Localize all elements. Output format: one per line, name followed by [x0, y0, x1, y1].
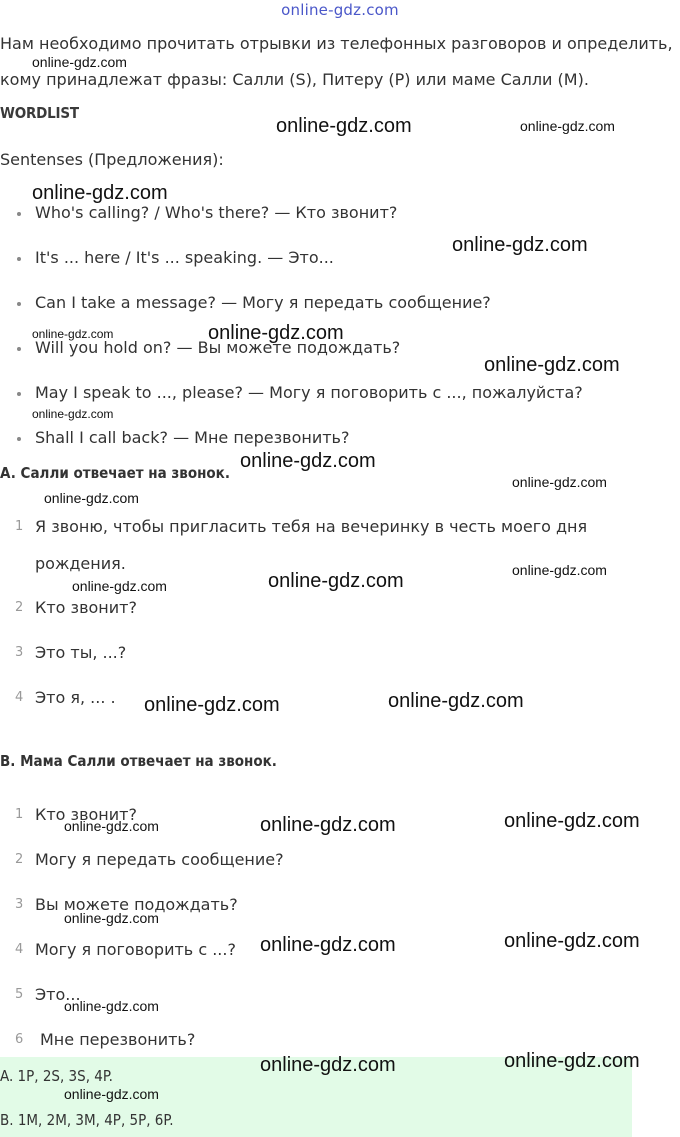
list-number: 1 — [15, 807, 24, 822]
watermark: online-gdz.com — [504, 1050, 640, 1072]
list-number: 6 — [15, 1032, 24, 1047]
answer-a: A. 1P, 2S, 3S, 4P. — [0, 1067, 113, 1085]
watermark: online-gdz.com — [72, 578, 167, 594]
bullet-icon — [17, 302, 21, 306]
list-number: 2 — [15, 600, 24, 615]
intro-line-1: Нам необходимо прочитать отрывки из телефонных разговоров и определить, — [0, 34, 673, 53]
list-item: Это... — [35, 985, 81, 1004]
list-item: Это ты, ...? — [35, 643, 127, 662]
sentences-label: Sentenses (Предложения): — [0, 150, 224, 169]
section-b-heading: B. Мама Салли отвечает на звонок. — [0, 752, 277, 770]
list-number: 2 — [15, 852, 24, 867]
wordlist-item: Who's calling? / Who's there? — Кто звонит? — [35, 203, 398, 222]
bullet-icon — [17, 392, 21, 396]
list-item: Могу я передать сообщение? — [35, 850, 284, 869]
watermark: online-gdz.com — [44, 490, 139, 506]
list-item: Вы можете подождать? — [35, 895, 238, 914]
watermark: online-gdz.com — [32, 327, 114, 341]
bullet-icon — [17, 257, 21, 261]
intro-line-2: кому принадлежат фразы: Салли (S), Питеру (P) или маме Салли (M). — [0, 70, 589, 89]
watermark: online-gdz.com — [64, 1086, 159, 1102]
list-item: Это я, ... . — [35, 688, 116, 707]
watermark: online-gdz.com — [512, 474, 607, 490]
list-item: Кто звонит? — [35, 805, 137, 824]
watermark: online-gdz.com — [504, 810, 640, 832]
watermark: online-gdz.com — [64, 910, 159, 926]
watermark: online-gdz.com — [64, 998, 159, 1014]
bullet-icon — [17, 437, 21, 441]
site-title[interactable]: online-gdz.com — [281, 1, 399, 19]
list-number: 3 — [15, 645, 24, 660]
list-item: Я звоню, чтобы пригласить тебя на вечеринку в честь моего дня — [35, 517, 588, 536]
list-item: Кто звонит? — [35, 598, 137, 617]
watermark: online-gdz.com — [504, 930, 640, 952]
bullet-icon — [17, 347, 21, 351]
section-a-heading: A. Салли отвечает на звонок. — [0, 464, 230, 482]
wordlist-heading: WORDLIST — [0, 104, 79, 122]
watermark: online-gdz.com — [520, 118, 615, 134]
list-number: 3 — [15, 897, 24, 912]
watermark: online-gdz.com — [452, 234, 588, 256]
wordlist-item: Will you hold on? — Вы можете подождать? — [35, 338, 401, 357]
watermark: online-gdz.com — [240, 450, 376, 472]
wordlist-item: Shall I call back? — Мне перезвонить? — [35, 428, 350, 447]
list-number: 1 — [15, 519, 24, 534]
watermark: online-gdz.com — [260, 1054, 396, 1076]
list-number: 4 — [15, 942, 24, 957]
bullet-icon — [17, 212, 21, 216]
watermark: online-gdz.com — [512, 562, 607, 578]
watermark: online-gdz.com — [64, 818, 159, 834]
watermark: online-gdz.com — [144, 694, 280, 716]
wordlist-item: May I speak to ..., please? — Могу я поговорить с ..., пожалуйста? — [35, 383, 583, 402]
watermark: online-gdz.com — [32, 182, 168, 204]
watermark: online-gdz.com — [260, 814, 396, 836]
watermark: online-gdz.com — [32, 54, 127, 70]
watermark: online-gdz.com — [484, 354, 620, 376]
list-item-continuation: рождения. — [35, 554, 126, 573]
watermark: online-gdz.com — [260, 934, 396, 956]
list-number: 4 — [15, 690, 24, 705]
watermark: online-gdz.com — [268, 570, 404, 592]
wordlist-item: It's ... here / It's ... speaking. — Это... — [35, 248, 334, 267]
list-number: 5 — [15, 987, 24, 1002]
wordlist-item: Can I take a message? — Могу я передать сообщение? — [35, 293, 491, 312]
watermark: online-gdz.com — [32, 407, 114, 421]
answer-b: B. 1M, 2M, 3M, 4P, 5P, 6P. — [0, 1111, 174, 1129]
list-item: Могу я поговорить с ...? — [35, 940, 236, 959]
watermark: online-gdz.com — [208, 322, 344, 344]
watermark: online-gdz.com — [388, 690, 524, 712]
list-item: Мне перезвонить? — [40, 1030, 196, 1049]
watermark: online-gdz.com — [276, 115, 412, 137]
